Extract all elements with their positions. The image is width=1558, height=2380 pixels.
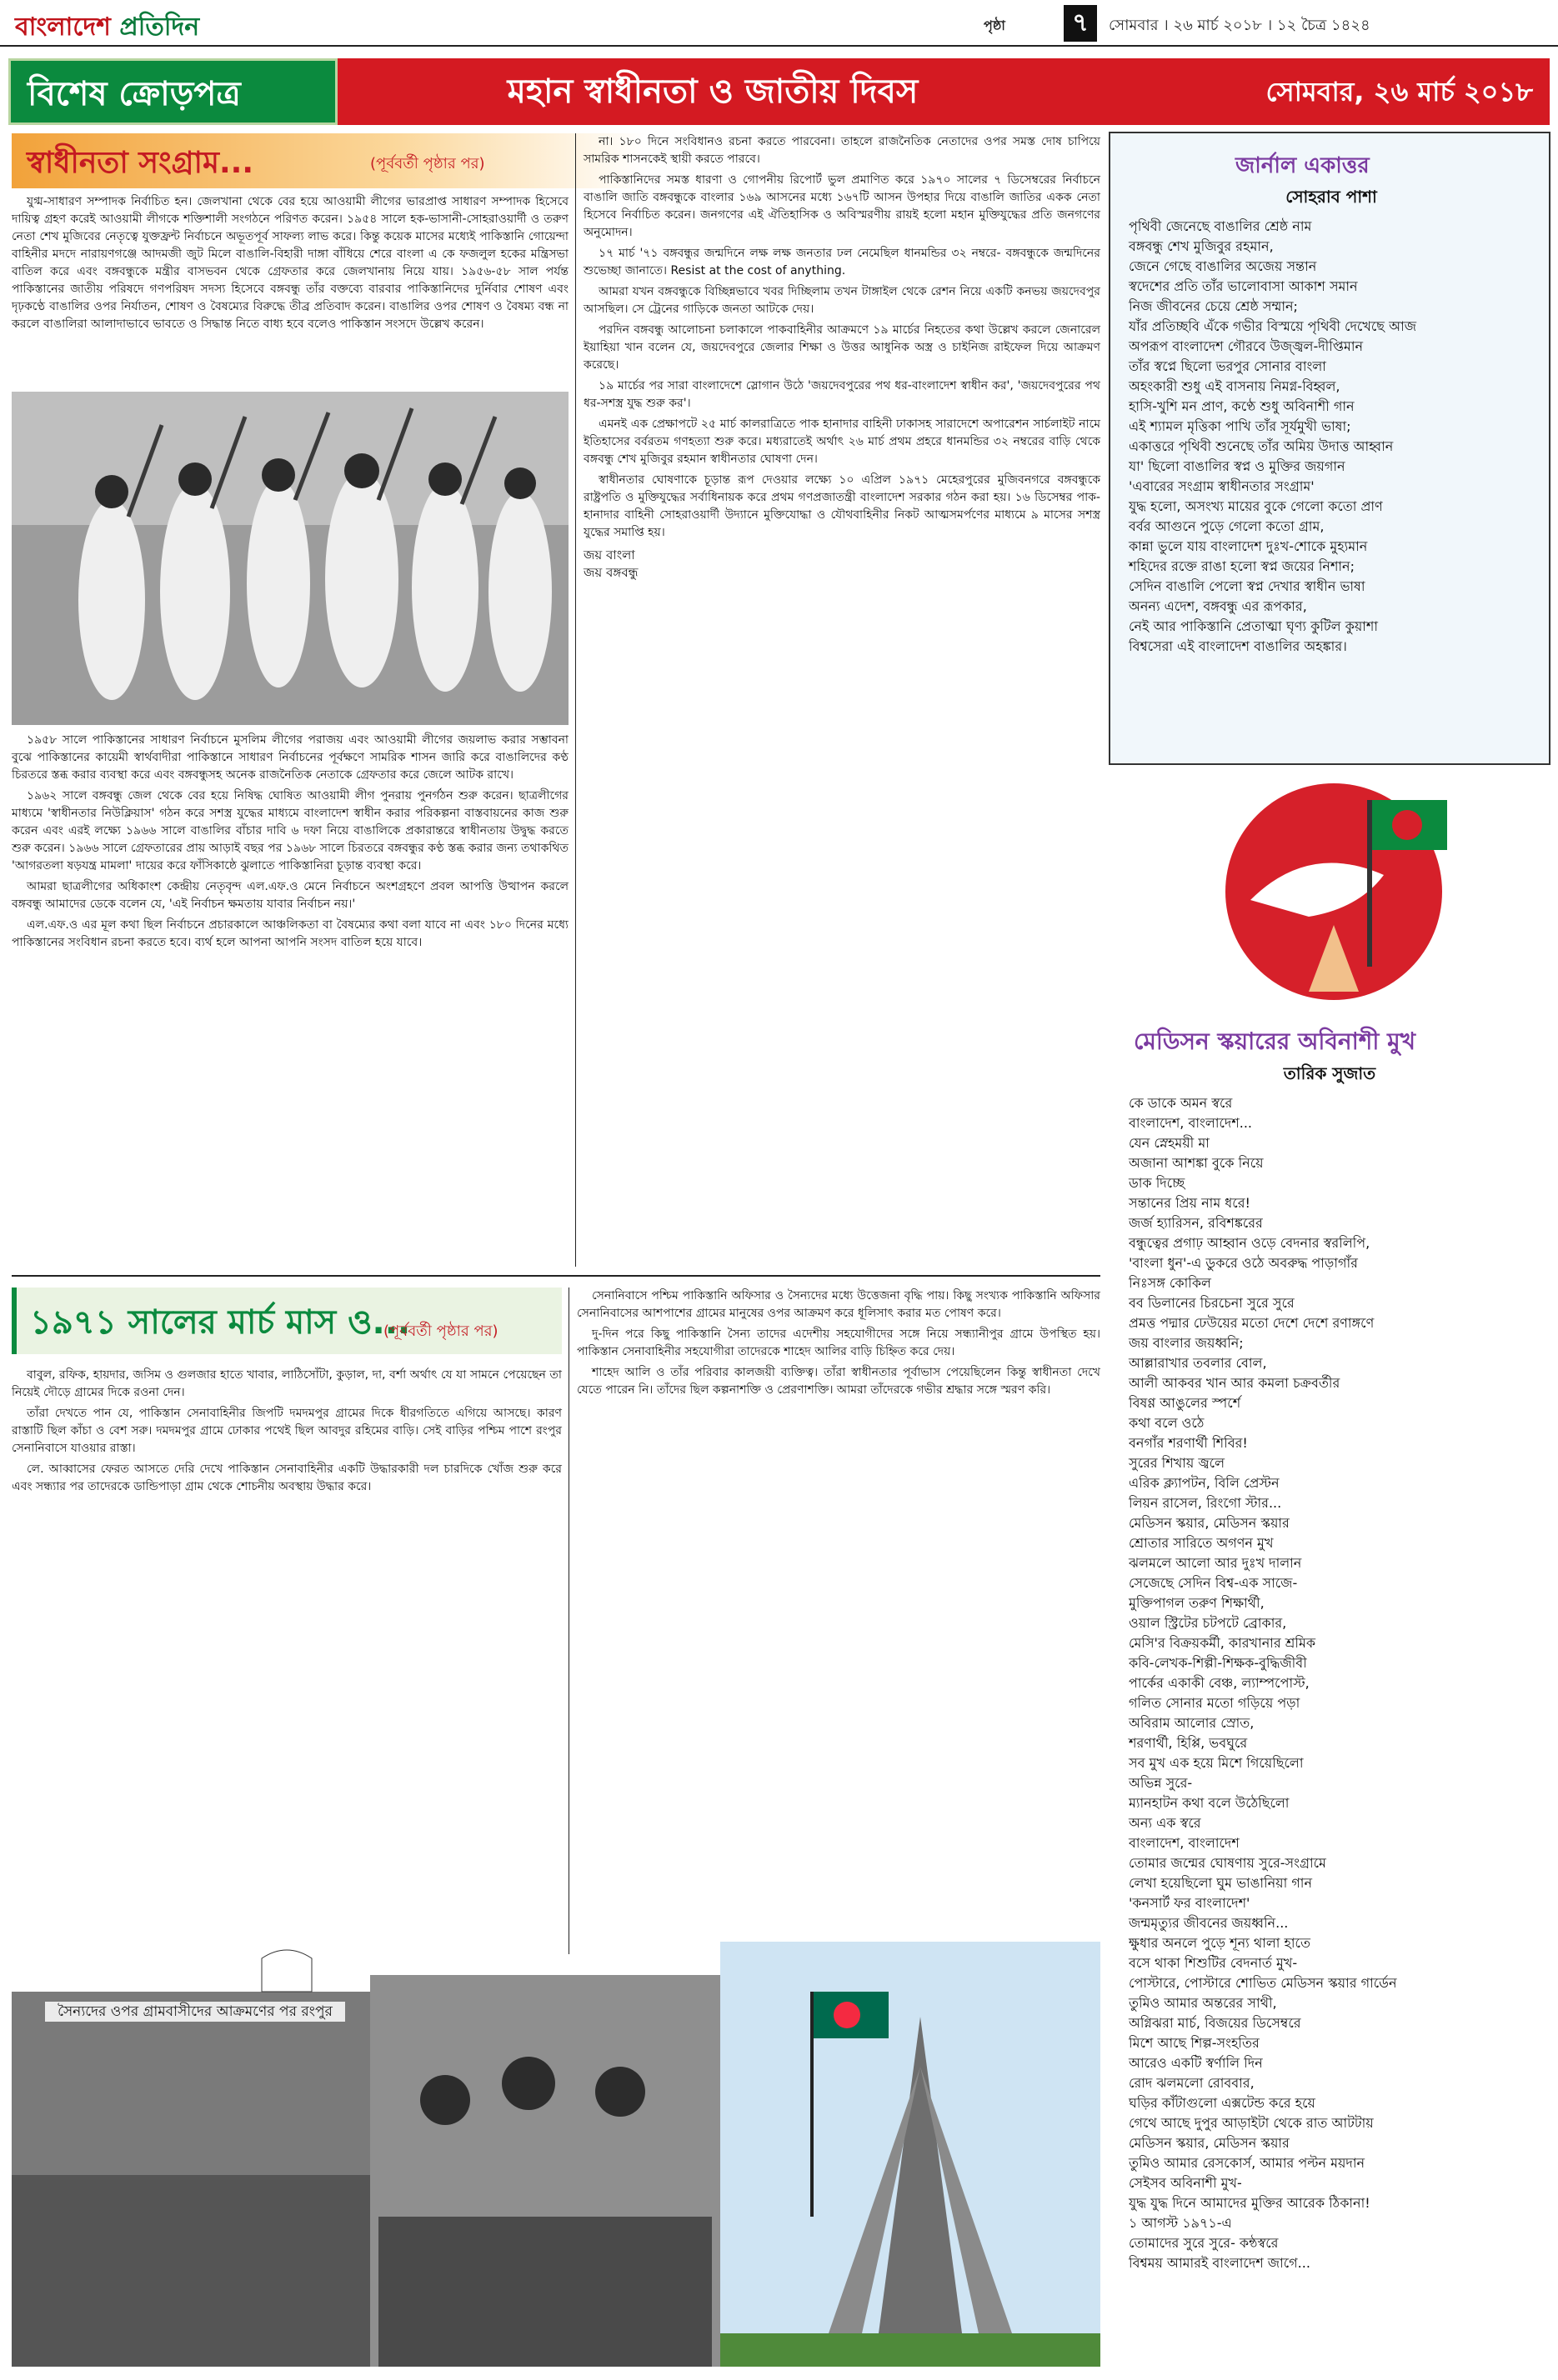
- poem-line: আলী আকবর খান আর কমলা চক্রবর্তীর: [1129, 1375, 1340, 1391]
- poem-line: 'কনসার্ট ফর বাংলাদেশ': [1129, 1895, 1250, 1911]
- poem-line: সুরের শিখায় জ্বলে: [1129, 1455, 1225, 1471]
- poem-line: সেজেছে সেদিন বিশ্ব-এক সাজে-: [1129, 1575, 1298, 1591]
- section-divider: [12, 1275, 1100, 1277]
- article2-paragraph: সেনানিবাসে পশ্চিম পাকিস্তানি অফিসার ও সৈন্যদের মধ্যে উত্তেজনা বৃদ্ধি পায়। কিছু সংখ্যক পাকিস্তানি অফিসার সেনানিবাসের আশপাশের গ্রামের মানুষের ওপর আক্রমণ করে ধূলিসাৎ করার মত পোষণ করে।: [577, 1289, 1100, 1320]
- poem-line: কবি-লেখক-শিল্পী-শিক্ষক-বুদ্ধিজীবী: [1129, 1655, 1307, 1671]
- poem-line: যাঁর প্রতিচ্ছবি এঁকে গভীর বিস্ময়ে পৃথিবী দেখেছে আজ: [1129, 318, 1417, 334]
- poem-line: 'এবারের সংগ্রাম স্বাধীনতার সংগ্রাম': [1129, 478, 1315, 494]
- poem2-author: তারিক সুজাত: [1283, 1063, 1376, 1083]
- poem-line: অপরূপ বাংলাদেশ গৌরবে উজ্জ্বল-দীপ্তিমান: [1129, 338, 1364, 354]
- poem2-title: মেডিসন স্কয়ারের অবিনাশী মুখ: [1134, 1028, 1416, 1055]
- supplement-date: সোমবার, ২৬ মার্চ ২০১৮: [1088, 58, 1550, 125]
- poem-line: গলিত সোনার মতো গড়িয়ে পড়া: [1129, 1695, 1300, 1711]
- poem-line: ঝলমলে আলো আর দুঃখ দালান: [1129, 1555, 1302, 1571]
- page-label: পৃষ্ঠা: [984, 18, 1005, 33]
- article2-paragraph: তাঁরা দেখতে পান যে, পাকিস্তান সেনাবাহিনীর জিপটি দমদমপুর গ্রামের দিকে ধীরগতিতে এগিয়ে আসছে। কারণ রাস্তাটি ছিল কাঁচা ও বেশ সরু। দমদমপুর গ্রামে ঢোকার পথেই ছিল আবদুর রহিমের বাড়ি। সেই বাড়ির পশ্চিম পাশে রংপুর সেনানিবাসে যাওয়ার রাস্তা।: [12, 1407, 562, 1455]
- column-divider: [575, 133, 576, 1267]
- poem-line: অবিরাম আলোর স্রোত,: [1129, 1715, 1255, 1731]
- logo-part1: বাংলাদেশ: [15, 12, 120, 42]
- poem-line: জেনে গেছে বাঙালির অজেয় সন্তান: [1129, 258, 1317, 274]
- poem-line: এরিক ক্ল্যাপটন, বিলি প্রেস্টন: [1129, 1475, 1280, 1491]
- article1-paragraph: না। ১৮০ দিনে সংবিধানও রচনা করতে পারবেনা। তাহলে রাজনৈতিক নেতাদের ওপর সমস্ত দোষ চাপিয়ে সামরিক শাসনকেই স্থায়ী করতে পারবে।: [584, 135, 1100, 166]
- poem-line: ঘড়ির কাঁটাগুলো এক্সটেন্ড করে হয়ে: [1129, 2095, 1315, 2111]
- article1-col1-bottom: [12, 732, 569, 955]
- poem-line: তাঁর স্বপ্নে ছিলো ভরপুর সোনার বাংলা: [1129, 358, 1326, 374]
- poem-line: স্বদেশের প্রতি তাঁর ভালোবাসা আকাশ সমান: [1129, 278, 1358, 294]
- article1-col2: [584, 133, 1100, 582]
- page-number: ৭: [1064, 5, 1097, 42]
- article1-paragraph: ১৭ মার্চ '৭১ বঙ্গবন্ধুর জন্মদিনে লক্ষ লক্ষ জনতার ঢল নেমেছিল ধানমন্ডির ৩২ নম্বরে- বঙ্গবন্ধুকে জন্মদিনের শুভেচ্ছা জানাতে। Resist at the cost of anything.: [584, 247, 1100, 278]
- poem-line: আরেও একটি স্বর্ণালি দিন: [1129, 2055, 1263, 2071]
- poem-line: শ্রোতার সারিতে অগণন মুখ: [1129, 1535, 1274, 1551]
- poem-line: হাসি-খুশি মন প্রাণ, কণ্ঠে শুধু অবিনাশী গান: [1129, 398, 1355, 414]
- poem1-body: [1129, 217, 1537, 657]
- poem-line: পৃথিবী জেনেছে বাঙালির শ্রেষ্ঠ নাম: [1129, 218, 1312, 234]
- poem2-body: [1129, 1093, 1545, 2273]
- poem-line: বাংলাদেশ, বাংলাদেশ: [1129, 1835, 1240, 1851]
- article2-header: [12, 1288, 562, 1354]
- article2-paragraph: শাহেদ আলি ও তাঁর পরিবার কালজয়ী ব্যক্তিত্ব। তাঁরা স্বাধীনতার পূর্বাভাস পেয়েছিলেন কিন্তু স্বাধীনতা দেখে যেতে পারেন নি। তাঁদের ছিল কল্পনাশক্তি ও প্রেরণাশক্তি। আমরা তাঁদেরকে গভীর শ্রদ্ধার সঙ্গে স্মরণ করি।: [577, 1366, 1100, 1397]
- poem1-box: [1109, 132, 1550, 765]
- article1-signoff-2: জয় বঙ্গবন্ধু: [584, 565, 639, 580]
- poem-line: যুদ্ধ যুদ্ধ দিনে আমাদের মুক্তির আরেক ঠিকানা!: [1129, 2195, 1370, 2211]
- dove-hand-icon: [1142, 775, 1525, 1008]
- article1-paragraph: স্বাধীনতার ঘোষণাকে চূড়ান্ত রূপ দেওয়ার লক্ষ্যে ১০ এপ্রিল ১৯৭১ মেহেরপুরের মুজিবনগরে বঙ্গবন্ধুকে রাষ্ট্রপতি ও মুক্তিযুদ্ধের সর্বাধিনায়ক করে প্রথম গণপ্রজাতন্ত্রী বাংলাদেশ সরকার গঠন করা হয়। ১৬ ডিসেম্বর পাক-হানাদার বাহিনী সোহরাওয়ার্দী উদ্যানে মুক্তিযোদ্ধা ও যৌথবাহিনীর নিকট আত্মসমর্পণের মাধ্যমে ৯ মাসের সশস্ত্র যুদ্ধের সমাপ্তি হয়।: [584, 473, 1100, 539]
- poem-line: অন্য এক স্বরে: [1129, 1815, 1201, 1831]
- freedom-illustration: [1142, 775, 1525, 1008]
- article1-paragraph: ১৯৫৮ সালে পাকিস্তানের সাধারণ নির্বাচনে মুসলিম লীগের পরাজয় এবং আওয়ামী লীগের জয়লাভ করার সম্ভাবনা বুঝে পাকিস্তানের কায়েমী স্বার্থবাদীরা পাকিস্তানে সাধারণ নির্বাচনের পূর্বক্ষণে সামরিক শাসন জারি করে বাঙালিদের কণ্ঠ চিরতরে স্তব্ধ করার ব্যবস্থা করে এবং বঙ্গবন্ধুসহ অনেক রাজনৈতিক নেতাকে গ্রেফতার করে জেলে আটক রাখে।: [12, 733, 569, 782]
- poem-line: সব মুখ এক হয়ে মিশে গিয়েছিলো: [1129, 1755, 1304, 1771]
- poem-line: অভিন্ন সুরে-: [1129, 1775, 1193, 1791]
- poem-line: জন্মমৃত্যুর জীবনের জয়ধ্বনি...: [1129, 1915, 1289, 1931]
- poem-line: মেসি'র বিক্রয়কর্মী, কারখানার শ্রমিক: [1129, 1635, 1316, 1651]
- poem-line: কান্না ভুলে যায় বাংলাদেশ দুঃখ-শোকে মুহ্যমান: [1129, 538, 1368, 554]
- article1-continued: (পূর্ববর্তী পৃষ্ঠার পর): [370, 155, 485, 172]
- poem-line: নিজ জীবনের চেয়ে শ্রেষ্ঠ সম্মান;: [1129, 298, 1298, 314]
- article1-header: [12, 133, 645, 188]
- poem-line: ম্যানহাটন কথা বলে উঠেছিলো: [1129, 1795, 1290, 1811]
- poem-line: এই শ্যামল মৃত্তিকা পাখি তাঁর সূর্যমুখী ভাষা;: [1129, 418, 1351, 434]
- poem-line: বব ডিলানের চিরচেনা সুরে সুরে: [1129, 1295, 1295, 1311]
- supplement-title: মহান স্বাধীনতা ও জাতীয় দিবস: [338, 58, 1088, 125]
- poem-line: লেখা হয়েছিলো ঘুম ভাঙানিয়া গান: [1129, 1875, 1313, 1891]
- article1-paragraph: ১৯৬২ সালে বঙ্গবন্ধু জেল থেকে বের হয়ে নিষিদ্ধ ঘোষিত আওয়ামী লীগ পুনরায় পুনর্গঠন শুরু করেন। ছাত্রলীগের মাধ্যমে 'স্বাধীনতার নিউক্লিয়াস' গঠন করে সশস্ত্র যুদ্ধের মাধ্যমে বাংলাদেশ স্বাধীন করার পরিকল্পনা বাস্তবায়নের কাজ শুরু করেন এবং এরই লক্ষ্যে ১৯৬৬ সালে বাঙালির বাঁচার দাবি ৬ দফা নিয়ে বাঙালিকে প্রকারান্তরে স্বাধীনতায় উদ্বুদ্ধ করতে শুরু করেন। ১৯৬৬ সালে গ্রেফতারের প্রায় আড়াই বছর পর ১৯৬৮ সালে চিরতরে বঙ্গবন্ধুর কণ্ঠ স্তব্ধ করার জন্য তথাকথিত 'আগরতলা ষড়যন্ত্র মামলা' দায়ের করে ফাঁসিকাষ্ঠে ঝুলাতে পাকিস্তানিরা চূড়ান্ত ব্যবস্থা করে।: [12, 789, 569, 872]
- article1-paragraph: আমরা যখন বঙ্গবন্ধুকে বিচ্ছিন্নভাবে খবর দিচ্ছিলাম তখন টাঙ্গাইল থেকে রেশন নিয়ে একটি কনভয় জয়দেবপুর আসছিল। সে ট্রেনের গাড়িকে জনতা আটকে দেয়।: [584, 285, 1100, 316]
- photo-collage: [12, 1942, 1100, 2367]
- poem-line: বঙ্গবন্ধু শেখ মুজিবুর রহমান,: [1129, 238, 1274, 254]
- poem-line: লিয়ন রাসেল, রিংগো স্টার...: [1129, 1495, 1282, 1511]
- poem-line: ক্ষুধার অনলে পুড়ে শূন্য থালা হাতে: [1129, 1935, 1310, 1951]
- article1-paragraph: এল.এফ.ও এর মূল কথা ছিল নির্বাচনে প্রচারকালে আঞ্চলিকতা বা বৈষম্যের কথা বলা যাবে না এবং ১৮০ দিনের মধ্যে পাকিস্তানের সংবিধান রচনা করতে হবে। ব্যর্থ হলে আপনা আপনি সংসদ বাতিল হয়ে যাবে।: [12, 918, 569, 949]
- collage-caption: সৈন্যদের ওপর গ্রামবাসীদের আক্রমণের পর রংপুর: [45, 2002, 345, 2022]
- article1-title: স্বাধীনতা সংগ্রাম...: [27, 146, 253, 180]
- poem-line: মেডিসন স্কয়ার, মেডিসন স্কয়ার: [1129, 1515, 1290, 1531]
- poem-line: পোস্টারে, পোস্টারে শোভিত মেডিসন স্কয়ার গার্ডেন: [1129, 1975, 1397, 1991]
- poem-line: মেডিসন স্কয়ার, মেডিসন স্কয়ার: [1129, 2135, 1290, 2151]
- article1-paragraph: আমরা ছাত্রলীগের অধিকাংশ কেন্দ্রীয় নেতৃবৃন্দ এল.এফ.ও মেনে নির্বাচনে অংশগ্রহণে প্রবল আপত্তি উত্থাপন করলে বঙ্গবন্ধু আমাদের ডেকে বলেন যে, 'এই নির্বাচন ক্ষমতায় যাবার নির্বাচন নয়।': [12, 880, 569, 911]
- poem-line: রোদ ঝলমলো রোববার,: [1129, 2075, 1255, 2091]
- poem-line: জয় বাংলার জয়ধ্বনি;: [1129, 1335, 1244, 1351]
- article1-paragraph: ১৯ মার্চের পর সারা বাংলাদেশে স্লোগান উঠে 'জয়দেবপুরের পথ ধর-বাংলাদেশ স্বাধীন কর', 'জয়দেবপুরের পথ ধর-সশস্ত্র যুদ্ধ শুরু কর'।: [584, 379, 1100, 410]
- poem-line: অহংকারী শুধু এই বাসনায় নিমগ্ন-বিহ্বল,: [1129, 378, 1340, 394]
- poem-line: বনগাঁর শরণার্থী শিবির!: [1129, 1435, 1248, 1451]
- supplement-banner: বিশেষ ক্রোড়পত্র: [8, 58, 338, 125]
- poem-line: সন্তানের প্রিয় নাম ধরে!: [1129, 1195, 1250, 1211]
- poem-line: শহিদের রক্তে রাঙা হলো স্বপ্ন জয়ের নিশান;: [1129, 558, 1355, 574]
- poem-line: মুক্তিপাগল তরুণ শিক্ষার্থী,: [1129, 1595, 1265, 1611]
- poem-line: যুদ্ধ হলো, অসংখ্য মায়ের বুকে গেলো কতো প্রাণ: [1129, 498, 1383, 514]
- women-procession-image: [12, 392, 569, 725]
- poem-line: কথা বলে ওঠে: [1129, 1415, 1205, 1431]
- poem-line: শরণার্থী, হিপ্পি, ভবঘুরে: [1129, 1735, 1248, 1751]
- article2-col2: [577, 1288, 1100, 1402]
- poem-line: বিষণ্ণ আঙুলের স্পর্শে: [1129, 1395, 1241, 1411]
- poem-line: সেইসব অবিনাশী মুখ-: [1129, 2175, 1242, 2191]
- poem-line: তুমিও আমার অন্তরের সাথী,: [1129, 1995, 1277, 2011]
- poem-line: মিশে আছে শিল্প-সংহতির: [1129, 2035, 1260, 2051]
- article2-col1: [12, 1367, 562, 1499]
- article1-paragraph: পরদিন বঙ্গবন্ধু আলোচনা চলাকালে পাকবাহিনীর আক্রমণে ১৯ মার্চের নিহতের কথা উল্লেখ করলে জেনারেল ইয়াহিয়া খান বলেন যে, জয়দেবপুরে জেলার শিক্ষা ও উত্তর আধুনিক অস্ত্র ও চাইনিজ রাইফেল দিয়ে আক্রমণ করেছে।: [584, 323, 1100, 372]
- poem-line: নেই আর পাকিস্তানি প্রেতাত্মা ঘৃণ্য কুটিল কুয়াশা: [1129, 618, 1379, 634]
- poem1-title: জার্নাল একাত্তর: [1235, 153, 1370, 178]
- poem-line: প্রমত্ত পদ্মার ঢেউয়ের মতো দেশে দেশে রণাঙ্গণে: [1129, 1315, 1375, 1331]
- poem-line: যা' ছিলো বাঙালির স্বপ্ন ও মুক্তির জয়গান: [1129, 458, 1345, 474]
- article1-signoff-1: জয় বাংলা: [584, 548, 635, 562]
- poem-line: অনন্য এদেশ, বঙ্গবন্ধু এর রূপকার,: [1129, 598, 1307, 614]
- article1-paragraph: এমনই এক প্রেক্ষাপটে ২৫ মার্চ কালরাত্রিতে পাক হানাদার বাহিনী ঢাকাসহ সারাদেশে অপারেশন সার্চলাইট নামে ইতিহাসের বর্বরতম গণহত্যা শুরু করে। মধ্যরাতেই অর্থাৎ ২৬ মার্চ প্রথম প্রহরে ধানমন্ডির ৩২ নম্বরের বাড়ি থেকে বঙ্গবন্ধু শেখ মুজিবুর রহমান স্বাধীনতার ঘোষণা দেন।: [584, 418, 1100, 466]
- poem-line: আল্লারাখার তবলার বোল,: [1129, 1355, 1267, 1371]
- poem-line: যেন স্নেহময়ী মা: [1129, 1135, 1210, 1151]
- newspaper-logo: [15, 7, 199, 49]
- masthead: [0, 0, 1558, 47]
- poem-line: বসে থাকা শিশুটির বেদনার্ত মুখ-: [1129, 1955, 1298, 1971]
- poem-line: জর্জ হ্যারিসন, রবিশঙ্করের: [1129, 1215, 1263, 1231]
- poem-line: একাত্তরে পৃথিবী শুনেছে তাঁর অমিয় উদাত্ত আহ্বান: [1129, 438, 1394, 454]
- logo-part2: প্রতিদিন: [119, 12, 200, 42]
- article2-title: ১৯৭১ সালের মার্চ মাস ও...: [30, 1303, 411, 1342]
- poem-line: তোমাদের সুরে সুরে- কন্ঠস্বরে: [1129, 2235, 1279, 2251]
- procession-photo: [12, 392, 569, 725]
- poem-line: বাংলাদেশ, বাংলাদেশ...: [1129, 1115, 1253, 1131]
- poem-line: সেদিন বাঙালি পেলো স্বপ্ন দেখার স্বাধীন ভাষা: [1129, 578, 1365, 594]
- poem2-box: [1109, 1023, 1550, 2365]
- poem-line: অজানা আশঙ্কা বুকে নিয়ে: [1129, 1155, 1264, 1171]
- poem-line: বিশ্বসেরা এই বাংলাদেশ বাঙালির অহঙ্কার।: [1129, 638, 1347, 654]
- poem-line: তোমার জন্মের ঘোষণায় সুরে-সংগ্রামে: [1129, 1855, 1326, 1871]
- article1-paragraph: যুগ্ম-সাধারণ সম্পাদক নির্বাচিত হন। জেলখানা থেকে বের হয়ে আওয়ামী লীগের ভারপ্রাপ্ত সাধারণ সম্পাদক হিসেবে দায়িত্ব গ্রহণ করেই আওয়ামী লীগকে শক্তিশালী সংগঠনে পরিণত করেন। ১৯৫৪ সালে হক-ভাসানী-সোহরাওয়ার্দী ও তরুণ নেতা শেখ মুজিবের নেতৃত্বে যুক্তফ্রন্ট নির্বাচনে অভূতপূর্ব সাফল্য লাভ করে। কিন্তু কয়েক মাসের মধ্যেই পাকিস্তানি গোয়েন্দা বাহিনীর মদদে নারায়ণগঞ্জে আদমজী জুট মিলে বাঙালি-বিহারী দাঙ্গা বাঁধিয়ে শেরে বাংলা এ কে ফজলুল হকের মন্ত্রিসভা বাতিল করে এবং বঙ্গবন্ধুকে মন্ত্রীর বাসভবন থেকে গ্রেফতার করে জেলখানায় নিয়ে যায়। ১৯৫৬-৫৮ সাল পর্যন্ত পাকিস্তানের জাতীয় পরিষদে গণপরিষদ সদস্য হিসেবে বঙ্গবন্ধু তাঁর বক্তব্যে বারবার পাকিস্তানিদের দুর্নিবার শোষণ এবং দৃঢ়কণ্ঠে বাঙালির ওপর নির্যাতন, শোষণ ও বৈষম্যের বিরুদ্ধে তীব্র প্রতিবাদ করেন। বাঙালির ওপর শোষণ ও বৈষম্য বন্ধ না করলে বাঙালিরা আলাদাভাবে ভাবতে ও সিদ্ধান্ত নিতে বাধ্য হবে বলেও পাকিস্তান সংসদে উল্লেখ করেন।: [12, 195, 569, 331]
- poem-line: ডাক দিচ্ছে: [1129, 1175, 1185, 1191]
- poem-line: 'বাংলা ধুন'-এ ডুকরে ওঠে অবরুদ্ধ পাড়াগাঁর: [1129, 1255, 1358, 1271]
- poem-line: নিঃসঙ্গ কোকিল: [1129, 1275, 1211, 1291]
- article2-paragraph: দু-দিন পরে কিছু পাকিস্তানি সৈন্য তাদের এদেশীয় সহযোগীদের সঙ্গে নিয়ে সন্ধ্যানীপুর গ্রামে উপস্থিত হয়। পাকিস্তান সেনাবাহিনীর সহযোগীরা তাদেরকে শাহেদ আলির বাড়ি চিহ্নিত করে দেয়।: [577, 1328, 1100, 1358]
- poem-line: অগ্নিঝরা মার্চ, বিজয়ের ডিসেম্বরে: [1129, 2015, 1301, 2031]
- poem-line: পার্কের একাকী বেঞ্চ, ল্যাম্পপোস্ট,: [1129, 1675, 1310, 1691]
- article2-paragraph: বাবুল, রফিক, হায়দার, জসিম ও গুলজার হাতে খাবার, লাঠিসোঁটা, কুড়াল, দা, বর্শা অর্থাৎ যে যা সামনে পেয়েছেন তা নিয়েই দৌড়ে গ্রামের দিকে রওনা দেন।: [12, 1368, 562, 1399]
- poem-line: বর্বর আগুনে পুড়ে গেলো কতো গ্রাম,: [1129, 518, 1325, 534]
- poem-line: তুমিও আমার রেসকোর্স, আমার পল্টন ময়দান: [1129, 2155, 1365, 2171]
- poem-line: গেথে আছে দুপুর আড়াইটা থেকে রাত আটটায়: [1129, 2115, 1374, 2131]
- article1-paragraph: পাকিস্তানিদের সমস্ত ধারণা ও গোপনীয় রিপোর্ট ভুল প্রমাণিত করে ১৯৭০ সালের ৭ ডিসেম্বরের নির্বাচনে বাঙালি জাতি বঙ্গবন্ধুকে বাংলার ১৬৯ আসনের মধ্যে ১৬৭টি আসন উপহার দিয়ে বাঙালি জাতির একক নেতা হিসেবে নির্বাচিত করেন। জনগণের এই ঐতিহাসিক ও অবিস্মরণীয় রায়ই হলো মহান মুক্তিযুদ্ধের প্রতি জনগণের অনুমোদন।: [584, 173, 1100, 239]
- poem-line: ওয়াল স্ট্রিটের চটপটে ব্রোকার,: [1129, 1615, 1287, 1631]
- poem1-author: সোহরাব পাশা: [1285, 187, 1377, 207]
- article2-continued: (পূর্ববর্তী পৃষ্ঠার পর): [383, 1322, 498, 1340]
- poem-line: কে ডাকে অমন স্বরে: [1129, 1095, 1233, 1111]
- poem-line: বন্ধুত্বের প্রগাঢ় আহ্বান ওড়ে বেদনার স্বরলিপি,: [1129, 1235, 1370, 1251]
- poem-line: বিশ্বময় আমারই বাংলাদেশ জাগে...: [1129, 2255, 1310, 2271]
- poem-line: ১ আগস্ট ১৯৭১-এ: [1129, 2215, 1232, 2231]
- article1-col1-top: [12, 193, 569, 337]
- article2-paragraph: লে. আব্বাসের ফেরত আসতে দেরি দেখে পাকিস্তান সেনাবাহিনীর একটি উদ্ধারকারী দল চারদিকে খোঁজ শুরু করে এবং সন্ধ্যার পর তাদেরকে ডান্ডিপাড়া গ্রাম থেকে শোচনীয় অবস্থায় উদ্ধার করে।: [12, 1462, 562, 1493]
- dateline: সোমবার । ২৬ মার্চ ২০১৮ । ১২ চৈত্র ১৪২৪: [1109, 17, 1370, 34]
